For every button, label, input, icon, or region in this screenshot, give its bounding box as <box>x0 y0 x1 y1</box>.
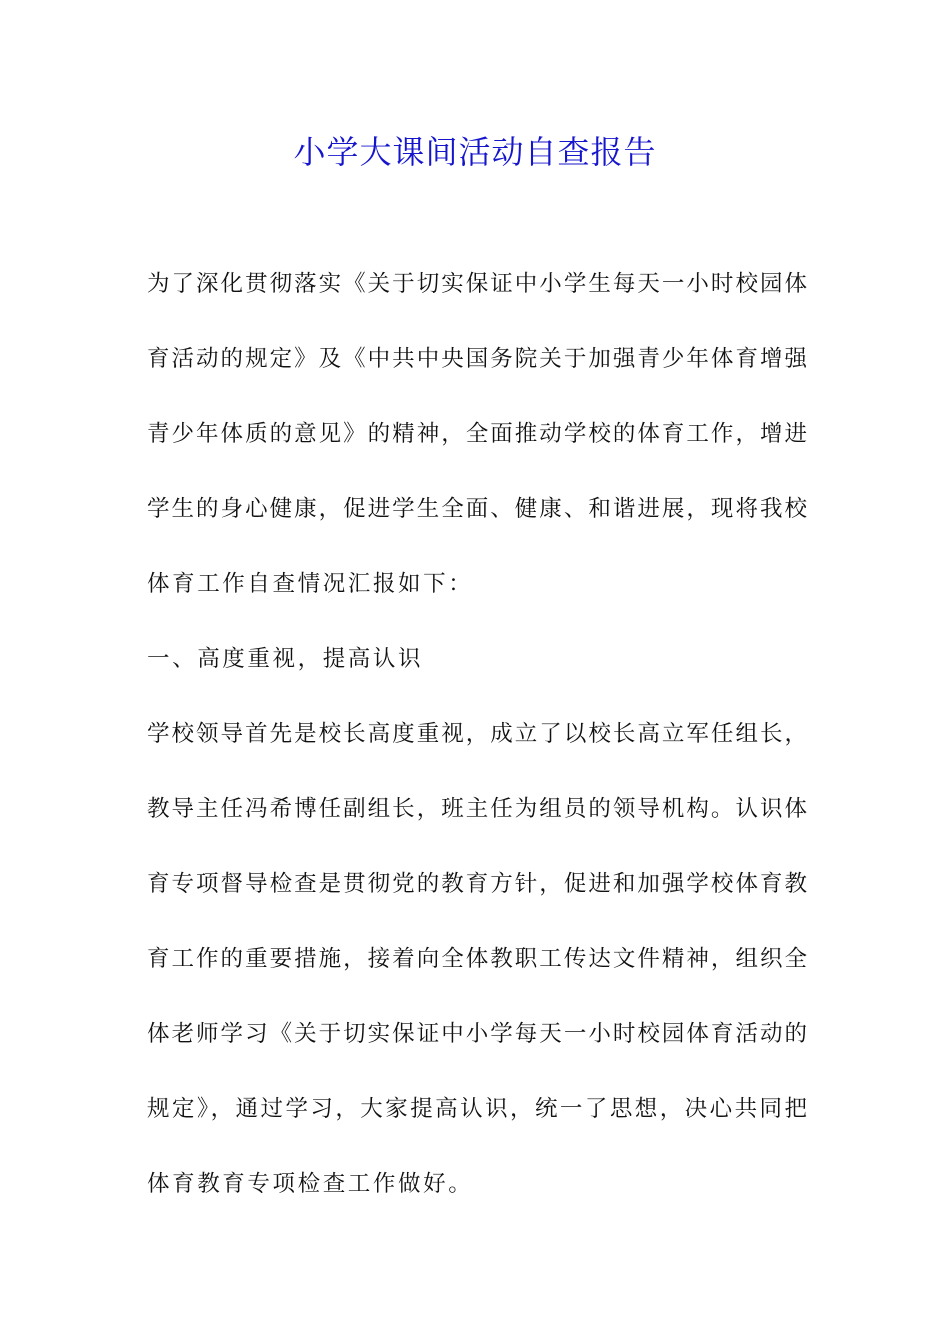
paragraph-line: 教导主任冯希博任副组长，班主任为组员的领导机构。认识体 <box>147 796 807 822</box>
paragraph-line: 体老师学习《关于切实保证中小学每天一小时校园体育活动的 <box>147 1021 807 1047</box>
document-title: 小学大课间活动自查报告 <box>293 133 657 171</box>
paragraph-line: 规定》，通过学习，大家提高认识，统一了思想，决心共同把 <box>147 1096 807 1122</box>
paragraph-line: 学生的身心健康，促进学生全面、健康、和谐进展，现将我校 <box>147 496 807 522</box>
paragraph-line: 体育教育专项检查工作做好。 <box>147 1171 474 1197</box>
paragraph-line: 体育工作自查情况汇报如下： <box>147 571 474 597</box>
paragraph-line: 育活动的规定》及《中共中央国务院关于加强青少年体育增强 <box>147 346 807 372</box>
paragraph-line: 青少年体质的意见》的精神，全面推动学校的体育工作，增进 <box>147 421 807 447</box>
paragraph-line: 学校领导首先是校长高度重视，成立了以校长高立军任组长， <box>147 721 807 747</box>
section-heading: 一、高度重视，提高认识 <box>147 646 424 672</box>
paragraph-line: 育专项督导检查是贯彻党的教育方针，促进和加强学校体育教 <box>147 871 807 897</box>
paragraph-line: 为了深化贯彻落实《关于切实保证中小学生每天一小时校园体 <box>147 271 807 297</box>
paragraph-line: 育工作的重要措施，接着向全体教职工传达文件精神，组织全 <box>147 946 807 972</box>
